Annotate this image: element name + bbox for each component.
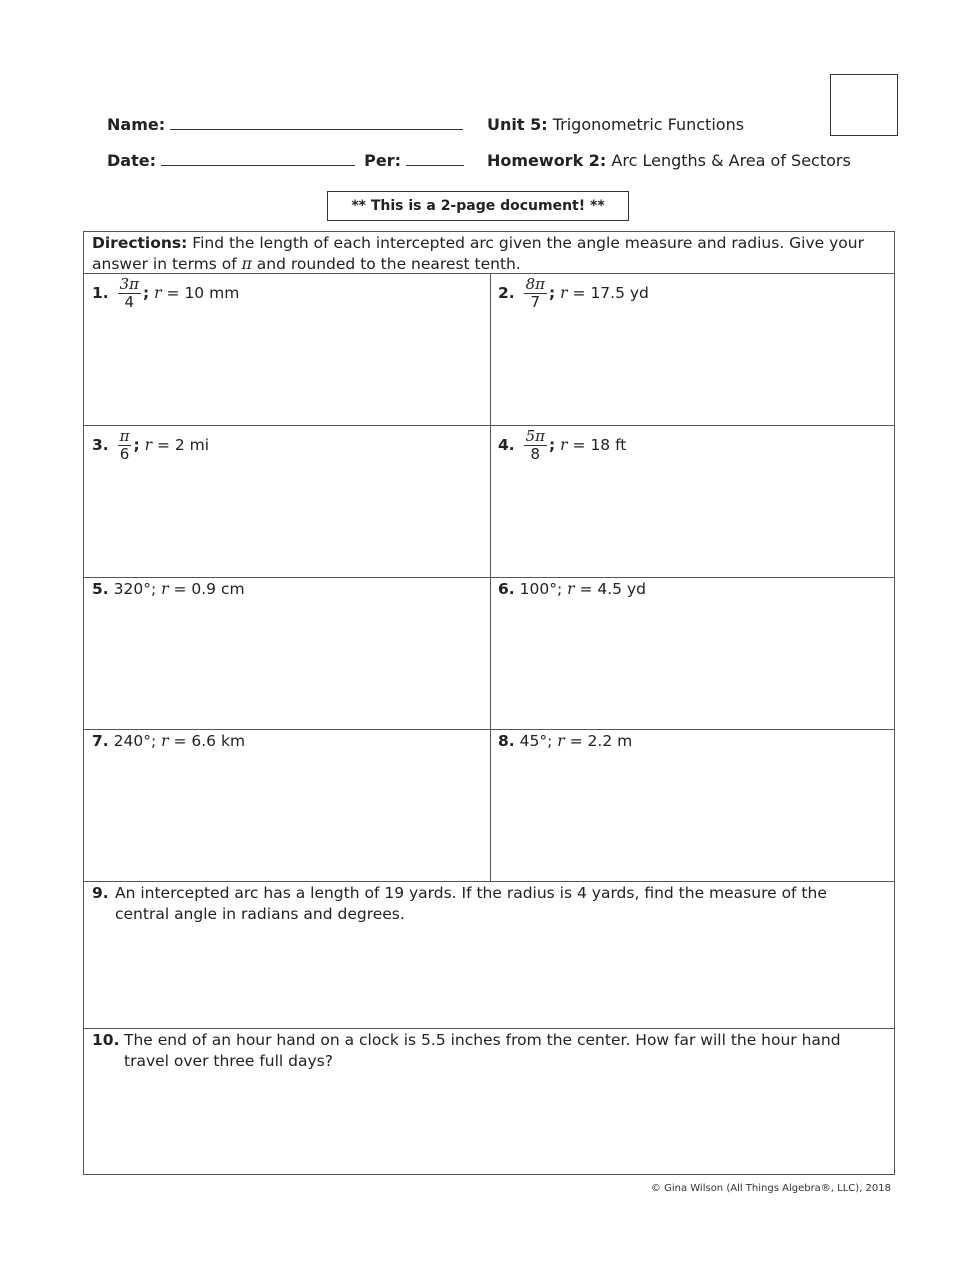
problem-number: 9. (92, 884, 109, 902)
radius-value: = 17.5 yd (572, 284, 649, 302)
per-label: Per: (364, 151, 402, 170)
radius-value: = 10 mm (166, 284, 240, 302)
per-blank[interactable] (406, 151, 464, 166)
page-notice: ** This is a 2-page document! ** (327, 191, 629, 221)
radius-value: = 0.9 cm (173, 580, 245, 598)
angle-fraction (524, 428, 547, 463)
name-field[interactable] (107, 115, 463, 134)
directions-label: Directions: (92, 234, 188, 252)
fraction-numerator: π (119, 427, 130, 445)
problem-number: 2. (498, 284, 515, 302)
unit-title (487, 115, 744, 134)
unit-text: Trigonometric Functions (552, 115, 745, 134)
fraction-numerator: 5π (525, 427, 546, 445)
problem-9 (92, 883, 882, 925)
homework-label: Homework 2: (487, 151, 607, 170)
radius-variable: r (154, 284, 162, 302)
angle-fraction (524, 276, 547, 311)
problem-8 (498, 731, 632, 751)
fraction-denominator: 6 (119, 445, 130, 463)
unit-label: Unit 5: (487, 115, 548, 134)
problem-number: 7. (92, 732, 109, 750)
fraction-denominator: 4 (124, 293, 135, 311)
radius-variable: r (557, 732, 565, 750)
pi-symbol: π (241, 255, 252, 273)
directions (92, 233, 887, 275)
angle-degrees: 240°; (113, 732, 157, 750)
angle-fraction (118, 276, 141, 311)
problem-7 (92, 731, 245, 751)
angle-fraction (118, 428, 132, 463)
directions-text-b: and rounded to the nearest tenth. (256, 255, 521, 273)
homework-title (487, 151, 851, 170)
problem-number: 6. (498, 580, 515, 598)
problem-number: 1. (92, 284, 109, 302)
problem-2: 2. $\frac{8\pi}{7}$ ; r = 17.5 yd (498, 275, 649, 311)
copyright-footer: © Gina Wilson (All Things Algebra®, LLC), 2018 (650, 1183, 891, 1194)
angle-degrees: 320°; (113, 580, 157, 598)
homework-text: Arc Lengths & Area of Sectors (611, 151, 851, 170)
fraction-numerator: 3π (119, 275, 140, 293)
problem-text: An intercepted arc has a length of 19 yards. If the radius is 4 yards, find the measure of the central angle in radians and degrees. (115, 884, 827, 923)
radius-variable: r (144, 436, 153, 454)
name-blank[interactable] (170, 115, 463, 130)
date-field[interactable] (107, 151, 464, 170)
radius-value: = 2.2 m (569, 732, 633, 750)
radius-variable: r (560, 284, 568, 302)
problem-text: The end of an hour hand on a clock is 5.5 inches from the center. How far will the hour hand travel over three full days? (124, 1031, 841, 1070)
angle-degrees: 100°; (519, 580, 563, 598)
fraction-denominator: 7 (530, 293, 541, 311)
worksheet-table (83, 231, 895, 1175)
radius-variable: r (567, 580, 575, 598)
problem-5 (92, 579, 245, 599)
radius-variable: r (161, 580, 169, 598)
problem-number: 4. (498, 436, 515, 454)
problem-number: 3. (92, 436, 109, 454)
fraction-denominator: 8 (530, 445, 541, 463)
radius-value: = 4.5 yd (579, 580, 646, 598)
score-box[interactable] (830, 74, 898, 136)
problem-10 (92, 1030, 882, 1072)
problem-4: 4. $\frac{5\pi}{8}$ ; r = 18 ft (498, 427, 627, 463)
problem-3: 3. $\frac{\pi}{6}$ ; r = 2 mi (92, 427, 210, 463)
problem-number: 10. (92, 1031, 120, 1049)
problem-1: 1. $\frac{3\pi}{4}$ ; r = 10 mm (92, 275, 240, 311)
fraction-numerator: 8π (525, 275, 546, 293)
date-label: Date: (107, 151, 156, 170)
radius-value: = 18 ft (572, 436, 627, 454)
radius-variable: r (161, 732, 169, 750)
date-blank[interactable] (161, 151, 355, 166)
name-label: Name: (107, 115, 166, 134)
radius-value: = 6.6 km (173, 732, 246, 750)
problem-number: 8. (498, 732, 515, 750)
directions-text-a: Find the length of each intercepted arc given the angle measure and radius. Give your answer in terms of (92, 234, 864, 273)
angle-degrees: 45°; (519, 732, 553, 750)
radius-value: = 2 mi (156, 436, 210, 454)
problem-6 (498, 579, 646, 599)
problem-number: 5. (92, 580, 109, 598)
radius-variable: r (560, 436, 568, 454)
